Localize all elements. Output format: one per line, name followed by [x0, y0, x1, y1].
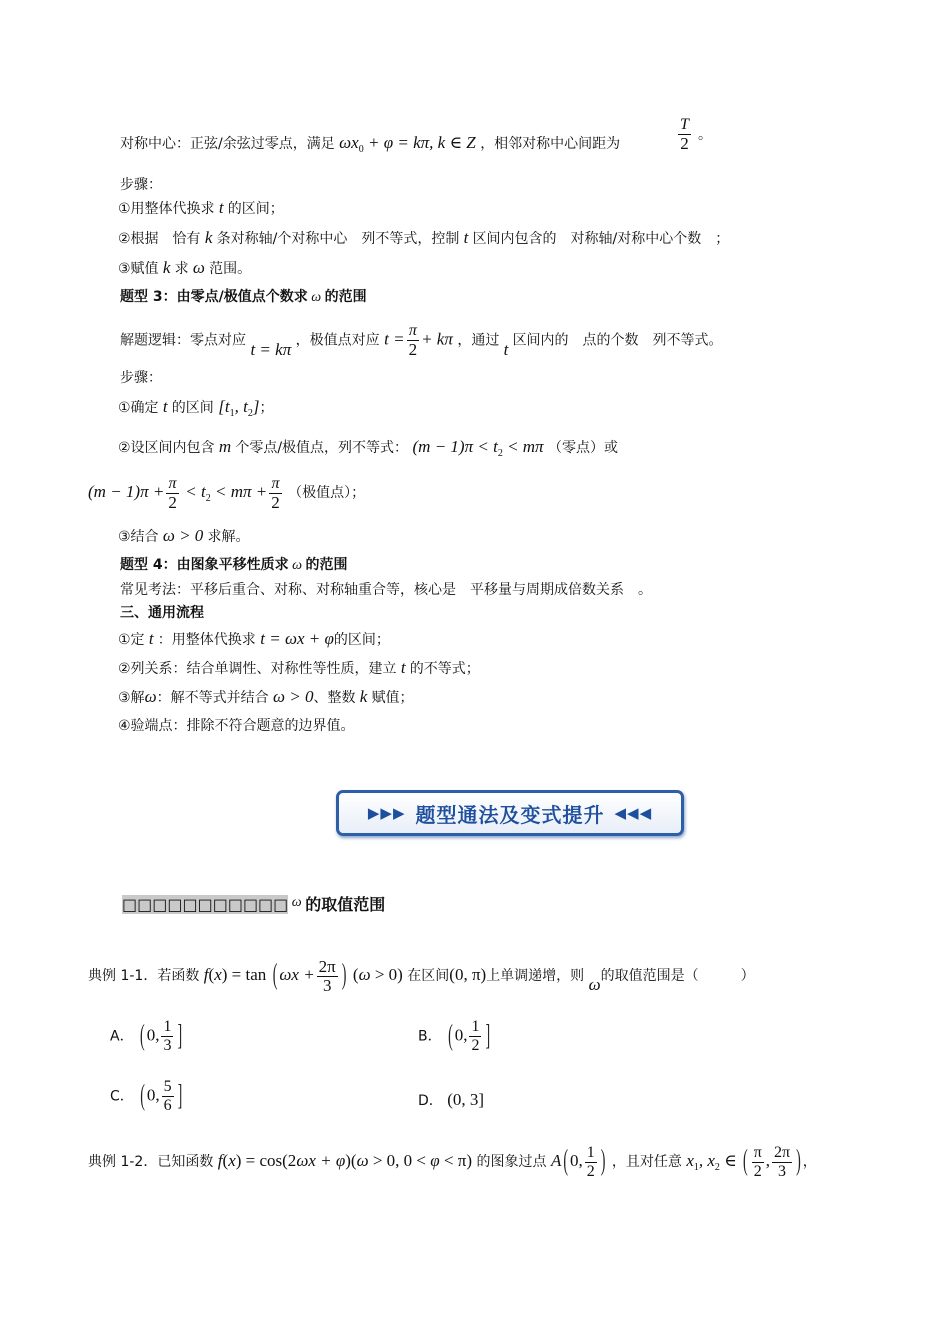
u-step-3: ③结合 ω > 0 求解。: [118, 526, 250, 545]
type-4-desc: 常见考法：平移后重合、对称、对称轴重合等，核心是 平移量与周期成倍数关系 。: [120, 582, 652, 598]
step-3: ③赋值 k 求 ω 范围。: [118, 258, 252, 277]
right-arrows-icon: ▶▶▶: [367, 804, 406, 822]
sym-center-line: 对称中心：正弦/余弦过零点，满足 $\omega x_0 + \varphi = k\pi$, k ∈ Z ，相邻对称中心间距为: [120, 133, 621, 155]
example-1-1: 典例 1-1．若函数 f(x) = tan ( ωx + $\frac{2\pi}{3}$ ) (ω > 0) 在区间(0, π)上单调递增，则 ω的取值范围是（ ）: [88, 956, 755, 995]
half-period-fraction: $\frac{T}{2}$ 。: [680, 116, 712, 153]
option-d[interactable]: D． (0, 3]: [418, 1090, 485, 1109]
flow-1: ①定 t ：用整体代换求 t = ωx + φ的区间；: [118, 629, 390, 648]
flow-3: ③解ω：解不等式并结合 ω > 0、整数 k 赋值；: [118, 687, 414, 706]
steps-title-1: 步骤：: [120, 177, 162, 193]
option-a[interactable]: A． ( 0, $\frac{1}{3}$ ]: [110, 1018, 183, 1054]
option-c[interactable]: C． ( 0, $\frac{5}{6}$ ]: [110, 1078, 183, 1114]
example-1-2: 典例 1-2．已知函数 f(x) = cos(2ωx + φ)(ω > 0, 0 < φ < π) 的图象过点 A ( 0, $\frac{1}{2}$ ) ，且对任意 $x_1$, $x_2$ ∈ ( $\frac{\pi}{2}$ , $\frac{2\pi}{3}$ ) ，: [88, 1143, 817, 1180]
step-1: ①用整体代换求 t 的区间；: [118, 198, 284, 217]
flow-2: ②列关系：结合单调性、对称性等性质，建立 t 的不等式；: [118, 658, 480, 677]
u-step-1: ①确定 t 的区间 [$t_1$, $t_2$]；: [118, 397, 274, 419]
flow-4: ④验端点：排除不符合题意的边界值。: [118, 718, 355, 734]
section-banner: [336, 790, 684, 836]
type-4-title: 题型 4：由图象平移性质求 ω 的范围: [120, 557, 348, 573]
type-3-title: 题型 3：由零点/极值点个数求 ω 的范围: [120, 289, 367, 305]
steps-title-2: 步骤：: [120, 370, 162, 386]
solving-logic: 解题逻辑：零点对应 t = kπ ，极值点对应 t = $\frac{\pi}{2}$ + kπ ，通过 t 区间内的 点的个数 列不等式。: [120, 322, 723, 359]
step-2: ②根据 恰有 k 条对称轴/个对称中心 列不等式，控制 t 区间内包含的 对称轴/对称中心个数 ；: [118, 228, 730, 247]
topic-heading: □□□□□□□□□□□ ω 的取值范围: [122, 895, 386, 914]
option-b[interactable]: B． ( 0, $\frac{1}{2}$ ]: [418, 1018, 491, 1054]
section-3-title: 三、通用流程: [120, 605, 204, 621]
u-step-2-extremum: (m − 1)π + $\frac{\pi}{2}$ < $t_2 < m\pi$ + $\frac{\pi}{2}$ （极值点）；: [88, 474, 366, 512]
u-step-2: ②设区间内包含 m 个零点/极值点，列不等式： $(m - 1)\pi < t_2 < m\pi$ （零点）或: [118, 437, 619, 459]
banner-title: 题型通法及变式提升: [415, 802, 605, 827]
left-arrows-icon: ◀◀◀: [614, 804, 653, 822]
